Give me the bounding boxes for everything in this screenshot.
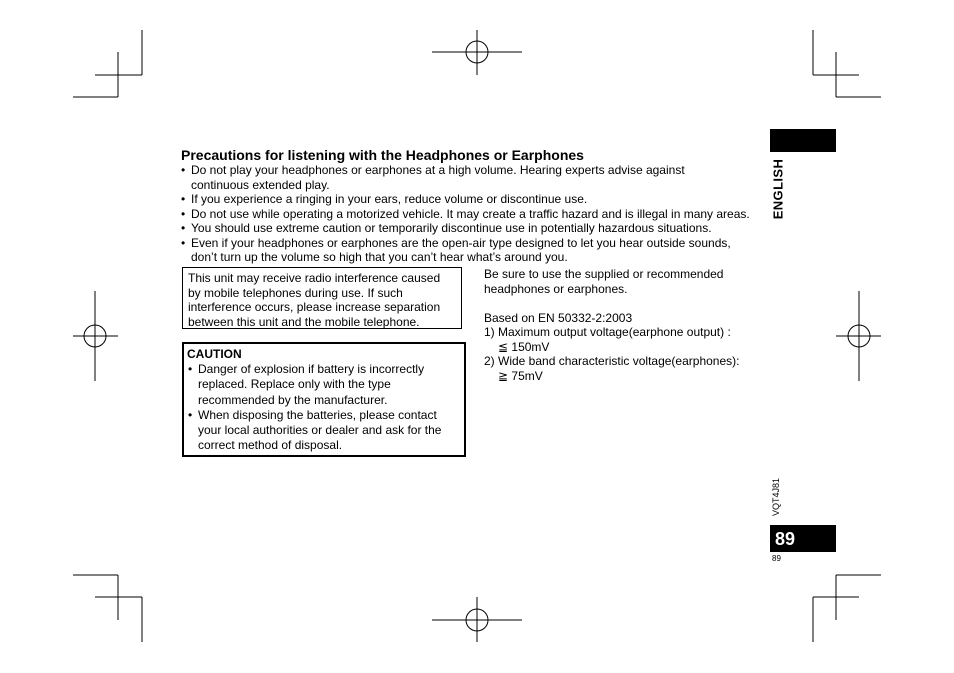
- page-number-small: 89: [772, 554, 781, 563]
- caution-line: • Danger of explosion if battery is incorrectly: [198, 362, 425, 377]
- spacer: [484, 296, 739, 311]
- notice-line: by mobile telephones during use. If such: [188, 285, 403, 300]
- caution-list: [187, 362, 464, 453]
- caution-line: replaced. Replace only with the type: [198, 377, 391, 392]
- model-code: [770, 476, 782, 518]
- caution-title: CAUTION: [187, 347, 242, 361]
- list-item-line: continuous extended play.: [191, 177, 330, 192]
- list-item: [181, 236, 781, 265]
- list-item-line: • Do not use while operating a motorized vehicle. It may create a traffic hazard and is illegal in many areas.: [191, 206, 750, 221]
- language-text: ENGLISH: [770, 158, 786, 220]
- list-item-line: • You should use extreme caution or temporarily discontinue use in potentially hazardous situations.: [191, 221, 712, 235]
- list-item: [181, 221, 781, 236]
- list-item: [181, 163, 781, 192]
- page-number: 89: [775, 529, 796, 549]
- caution-line: correct method of disposal.: [198, 438, 343, 453]
- list-item-line: don’t turn up the volume so high that you can’t hear what’s around you.: [191, 250, 568, 264]
- model-code-text: VQT4J81: [771, 477, 781, 517]
- supplied-headphones-note: headphones or earphones.: [484, 281, 628, 296]
- spec-value: ≦ 150mV: [498, 339, 550, 354]
- headphone-spec-column: [484, 267, 739, 383]
- list-item: [181, 207, 781, 222]
- precautions-list: [181, 163, 781, 265]
- list-item-line: • If you experience a ringing in your ears, reduce volume or discontinue use.: [191, 192, 588, 206]
- notice-line: interference occurs, please increase separation: [188, 300, 441, 314]
- list-item: [187, 362, 464, 408]
- list-item: [181, 192, 781, 207]
- list-item-line: • Do not play your headphones or earphones at a high volume. Hearing experts advise against: [191, 163, 685, 177]
- spec-label: 1) Maximum output voltage(earphone output) :: [484, 325, 731, 339]
- interference-notice-box: [182, 267, 462, 329]
- language-label: [768, 157, 788, 221]
- caution-line: your local authorities or dealer and ask for the: [198, 423, 442, 438]
- standard-reference: Based on EN 50332-2:2003: [484, 310, 633, 325]
- notice-line: This unit may receive radio interference caused: [188, 271, 441, 285]
- caution-line: recommended by the manufacturer.: [198, 392, 388, 407]
- spec-label: 2) Wide band characteristic voltage(earphones):: [484, 354, 740, 368]
- list-item: [187, 408, 464, 454]
- section-heading: Precautions for listening with the Headphones or Earphones: [181, 147, 584, 163]
- language-tab: [770, 129, 836, 152]
- caution-box: [182, 342, 466, 457]
- spec-value: ≧ 75mV: [498, 368, 543, 383]
- list-item-line: • Even if your headphones or earphones are the open-air type designed to let you hear outside sounds,: [191, 235, 731, 250]
- page-number-box: [770, 525, 836, 552]
- notice-line: between this unit and the mobile telephone.: [188, 314, 420, 329]
- supplied-headphones-note: Be sure to use the supplied or recommended: [484, 267, 724, 281]
- caution-line: • When disposing the batteries, please contact: [198, 407, 437, 422]
